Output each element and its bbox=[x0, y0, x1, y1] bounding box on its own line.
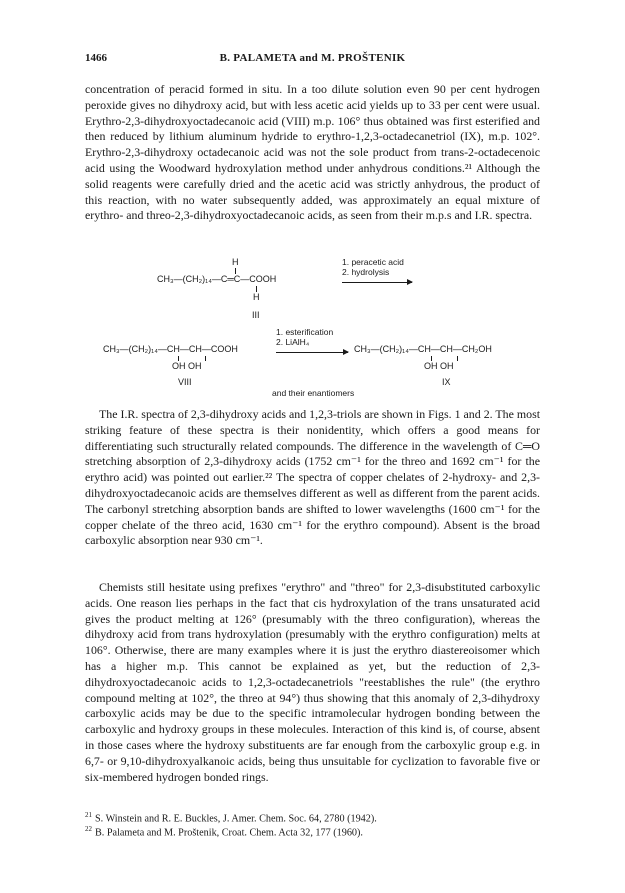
body-paragraph-2 bbox=[85, 407, 540, 549]
scheme-step-2: 2. hydrolysis bbox=[342, 267, 390, 277]
paragraph-3-text: Chemists still hesitate using prefixes "erythro" and "threo" for 2,3-disubstituted carboxylic acids. One reason lies perhaps in the fact that cis hydroxylation of the trans unsaturated acid gives the product melting at 126° (presumably with the threo configuration), whereas the dihydroxy acid from trans hydroxylation (presumably with the erythro configuration) melts at 106°. Otherwise, there are many examples where it is just the erythro diastereoisomer which has a higher m.p. This cannot be explained as yet, but the reduction of 2,3-dihydroxyoctadecanoic acids to 1,2,3-octadecanetriols "reestablishes the rule" (the erythro compound melting at 102°, the threo at 94°) thus showing that this anomaly of 2,3-dihydroxy carboxylic acids may be due to the specific intramolecular hydrogen bonding between the carboxylic and hydroxy groups in these molecules. Interaction of this kind is, of course, absent in those cases where the hydroxy substituents are far enough from the carboxylic group e.g. in 6,7- or 9,10-dihydroxyalkanoic acids, being thus unsuitable for cyclization to favorable five or six-membered hydrogen bonded rings. bbox=[85, 580, 540, 784]
scheme-step-3: 1. esterification bbox=[276, 327, 334, 337]
page-number: 1466 bbox=[85, 52, 107, 64]
scheme-formula-IX: CH₃—(CH₂)₁₄—CH—CH—CH₂OH bbox=[354, 344, 492, 354]
footnote-text: S. Winstein and R. E. Buckles, J. Amer. Chem. Soc. 64, 2780 (1942). bbox=[95, 813, 377, 825]
running-title: B. PALAMETA and M. PROŠTENIK bbox=[219, 52, 406, 64]
page-header bbox=[85, 52, 540, 66]
scheme-oh-IX: OH OH bbox=[424, 361, 454, 371]
body-paragraph-3 bbox=[85, 580, 540, 785]
scheme-label-IX: IX bbox=[442, 377, 451, 387]
scheme-label-III: III bbox=[252, 310, 260, 320]
reaction-arrow-2 bbox=[276, 352, 348, 353]
scheme-caption: and their enantiomers bbox=[272, 388, 355, 398]
scheme-top-h: H bbox=[232, 257, 239, 267]
bond-line bbox=[457, 356, 458, 361]
intro-paragraph-text: concentration of peracid formed in situ. In a too dilute solution even 90 per cent hydrogen peroxide gives no dihydroxy acid, but with less acetic acid yields up to 33 per cent were usual. Erythro-2,3-dihydroxyoctadecanoic acid (VIII) m.p. 106° thus obtained was first esterified and then reduced by lithium aluminum hydride to erythro-1,2,3-octadecanetriol (IX), m.p. 102°. Erythro-2,3-dihydroxy octadecanoic acid was not the sole product from trans-2-octadecenoic acid using the Woodward hydroxylation method under anhydrous conditions.²¹ Although the solid reagents were carefully dried and the acetic acid was strictly anhydrous, the product of this reaction, with no water subsequently added, was approximately an equal mixture of erythro- and threo-2,3-dihydroxyoctadecanoic acids, as seen from their m.p.s and I.R. spectra. bbox=[85, 82, 540, 223]
scheme-step-4: 2. LiAlH₄ bbox=[276, 337, 310, 347]
footnote-22 bbox=[85, 822, 540, 840]
paragraph-2-text: The I.R. spectra of 2,3-dihydroxy acids and 1,2,3-triols are shown in Figs. 1 and 2. The most striking feature of these spectra is their nonidentity, which offers a good means for differentiating such structurally related compounds. The difference in the wavelength of C═O stretching absorption of 2,3-dihydroxy acids (1752 cm⁻¹ for the threo and 1692 cm⁻¹ for the erythro acid) was pointed out earlier.²² The spectra of copper chelates of 2-hydroxy- and 2,3-dihydroxyoctadecanoic acids are themselves different as well as different from the parent acids. The carbonyl stretching absorption bands are shifted to lower wavelengths (1600 cm⁻¹ for the copper chelate of the threo acid, 1630 cm⁻¹ for the erythro compound). Absent is the broad carboxylic absorption near 930 cm⁻¹. bbox=[85, 407, 540, 548]
scheme-step-1: 1. peracetic acid bbox=[342, 257, 404, 267]
footnote-marker: 22 bbox=[85, 825, 92, 833]
footnote-text: B. Palameta and M. Proštenik, Croat. Chem. Acta 32, 177 (1960). bbox=[95, 827, 363, 839]
intro-paragraph bbox=[85, 82, 540, 224]
scheme-formula-III: CH₃—(CH₂)₁₄—C═C—COOH bbox=[157, 274, 277, 284]
footnote-marker: 21 bbox=[85, 811, 92, 819]
scheme-formula-VIII: CH₃—(CH₂)₁₄—CH—CH—COOH bbox=[103, 344, 238, 354]
bond-line bbox=[205, 356, 206, 361]
reaction-arrow-1 bbox=[342, 282, 412, 283]
scheme-label-VIII: VIII bbox=[178, 377, 192, 387]
scheme-bottom-h: H bbox=[253, 292, 260, 302]
scheme-oh-VIII: OH OH bbox=[172, 361, 202, 371]
